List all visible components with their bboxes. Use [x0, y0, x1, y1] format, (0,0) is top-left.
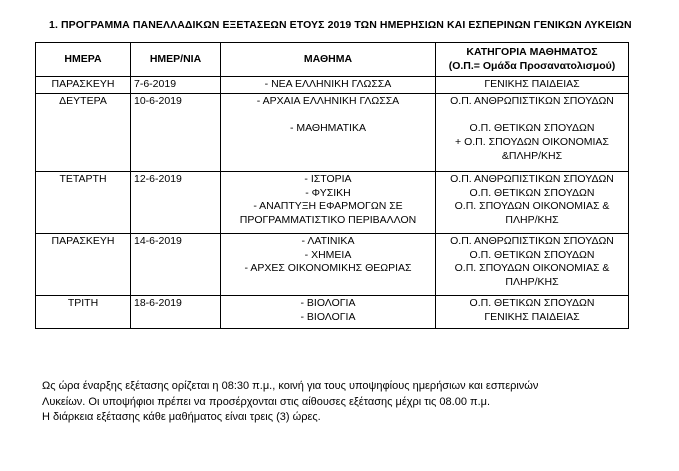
- cell-subject: [221, 296, 436, 329]
- exam-schedule-table: [35, 42, 629, 329]
- subject-line: - ΝΕΑ ΕΛΛΗΝΙΚΗ ΓΛΩΣΣΑ: [264, 78, 392, 90]
- subject-line: - ΧΗΜΕΙΑ: [304, 248, 352, 261]
- cell-day: ΠΑΡΑΣΚΕΥΗ: [36, 77, 131, 94]
- cell-day: ΠΑΡΑΣΚΕΥΗ: [36, 234, 131, 296]
- category-line: Ο.Π. ΣΠΟΥΔΩΝ ΟΙΚΟΝΟΜΙΑΣ &: [454, 262, 610, 275]
- table-row: [36, 77, 629, 94]
- cell-day: ΔΕΥΤΕΡΑ: [36, 94, 131, 172]
- notes-line: Ως ώρα έναρξης εξέτασης ορίζεται η 08:30 π.μ., κοινή για τους υποψηφίους ημερήσιων και εσπερινών: [42, 380, 539, 392]
- category-line: + Ο.Π. ΣΠΟΥΔΩΝ ΟΙΚΟΝΟΜΙΑΣ: [455, 136, 609, 149]
- header-subject: ΜΑΘΗΜΑ: [221, 43, 436, 77]
- cell-category: [436, 77, 629, 94]
- cell-date: 10-6-2019: [131, 94, 221, 172]
- header-date: ΗΜΕΡ/ΝΙΑ: [131, 43, 221, 77]
- subject-line: - ΑΡΧΑΙΑ ΕΛΛΗΝΙΚΗ ΓΛΩΣΣΑ: [256, 95, 400, 107]
- notes-line: Η διάρκεια εξέτασης κάθε μαθήματος είναι τρεις (3) ώρες.: [42, 411, 321, 423]
- cell-category: [436, 94, 629, 172]
- cell-subject: [221, 172, 436, 234]
- cell-subject: [221, 94, 436, 172]
- category-line: ΓΕΝΙΚΗΣ ΠΑΙΔΕΙΑΣ: [484, 78, 580, 90]
- cell-date: 18-6-2019: [131, 296, 221, 329]
- category-line: Ο.Π. ΑΝΘΡΩΠΙΣΤΙΚΩΝ ΣΠΟΥΔΩΝ: [450, 173, 614, 185]
- cell-date: 7-6-2019: [131, 77, 221, 94]
- cell-category: [436, 172, 629, 234]
- subject-line: - ΑΡΧΕΣ ΟΙΚΟΝΟΜΙΚΗΣ ΘΕΩΡΙΑΣ: [244, 262, 412, 275]
- category-line: ΠΛΗΡ/ΚΗΣ: [505, 276, 559, 289]
- category-line: Ο.Π. ΑΝΘΡΩΠΙΣΤΙΚΩΝ ΣΠΟΥΔΩΝ: [450, 235, 614, 247]
- category-line: &ΠΛΗΡ/ΚΗΣ: [501, 149, 563, 162]
- cell-category: [436, 234, 629, 296]
- cell-date: 14-6-2019: [131, 234, 221, 296]
- header-day: ΗΜΕΡΑ: [36, 43, 131, 77]
- category-line: ΠΛΗΡ/ΚΗΣ: [505, 214, 559, 227]
- cell-day: ΤΕΤΑΡΤΗ: [36, 172, 131, 234]
- subject-line: - ΒΙΟΛΟΓΙΑ: [300, 297, 356, 309]
- category-line: ΓΕΝΙΚΗΣ ΠΑΙΔΕΙΑΣ: [484, 310, 580, 323]
- table-row: [36, 234, 629, 296]
- category-line: Ο.Π. ΘΕΤΙΚΩΝ ΣΠΟΥΔΩΝ: [469, 122, 595, 135]
- subject-line: - ΦΥΣΙΚΗ: [305, 186, 351, 199]
- table-row: [36, 296, 629, 329]
- cell-subject: [221, 77, 436, 94]
- subject-line: - ΑΝΑΠΤΥΞΗ ΕΦΑΡΜΟΓΩΝ ΣΕ ΠΡΟΓΡΑΜΜΑΤΙΣΤΙΚΟ ΠΕΡΙΒΑΛΛΟΝ: [239, 200, 417, 227]
- table-row: [36, 94, 629, 172]
- category-line: Ο.Π. ΘΕΤΙΚΩΝ ΣΠΟΥΔΩΝ: [469, 297, 595, 309]
- header-category: [436, 43, 629, 77]
- cell-subject: [221, 234, 436, 296]
- subject-line: - ΙΣΤΟΡΙΑ: [304, 173, 352, 185]
- subject-line: - ΛΑΤΙΝΙΚΑ: [301, 235, 355, 247]
- header-category-title: ΚΑΤΗΓΟΡΙΑ ΜΑΘΗΜΑΤΟΣ: [466, 45, 598, 58]
- notes-line: Λυκείων. Οι υποψήφιοι πρέπει να προσέρχονται στις αίθουσες εξέτασης μέχρι τις 08.00 π.μ.: [42, 395, 491, 408]
- subject-line: - ΒΙΟΛΟΓΙΑ: [300, 310, 356, 323]
- table-row: [36, 172, 629, 234]
- cell-category: [436, 296, 629, 329]
- category-line: Ο.Π. ΘΕΤΙΚΩΝ ΣΠΟΥΔΩΝ: [469, 248, 595, 261]
- cell-date: 12-6-2019: [131, 172, 221, 234]
- cell-day: ΤΡΙΤΗ: [36, 296, 131, 329]
- subject-line: - ΜΑΘΗΜΑΤΙΚΑ: [289, 122, 366, 135]
- exam-notes: [42, 379, 662, 426]
- category-line: Ο.Π. ΣΠΟΥΔΩΝ ΟΙΚΟΝΟΜΙΑΣ &: [454, 200, 610, 213]
- table-header-row: [36, 43, 629, 77]
- category-line: Ο.Π. ΘΕΤΙΚΩΝ ΣΠΟΥΔΩΝ: [469, 186, 595, 199]
- category-line: Ο.Π. ΑΝΘΡΩΠΙΣΤΙΚΩΝ ΣΠΟΥΔΩΝ: [450, 95, 614, 107]
- document-heading: 1. ΠΡΟΓΡΑΜΜΑ ΠΑΝΕΛΛΑΔΙΚΩΝ ΕΞΕΤΑΣΕΩΝ ΕΤΟΥΣ 2019 ΤΩΝ ΗΜΕΡΗΣΙΩΝ ΚΑΙ ΕΣΠΕΡΙΝΩΝ ΓΕΝΙΚΩΝ ΛΥΚΕΙΩΝ: [49, 19, 632, 31]
- header-category-note: (Ο.Π.= Ομάδα Προσανατολισμού): [448, 59, 616, 72]
